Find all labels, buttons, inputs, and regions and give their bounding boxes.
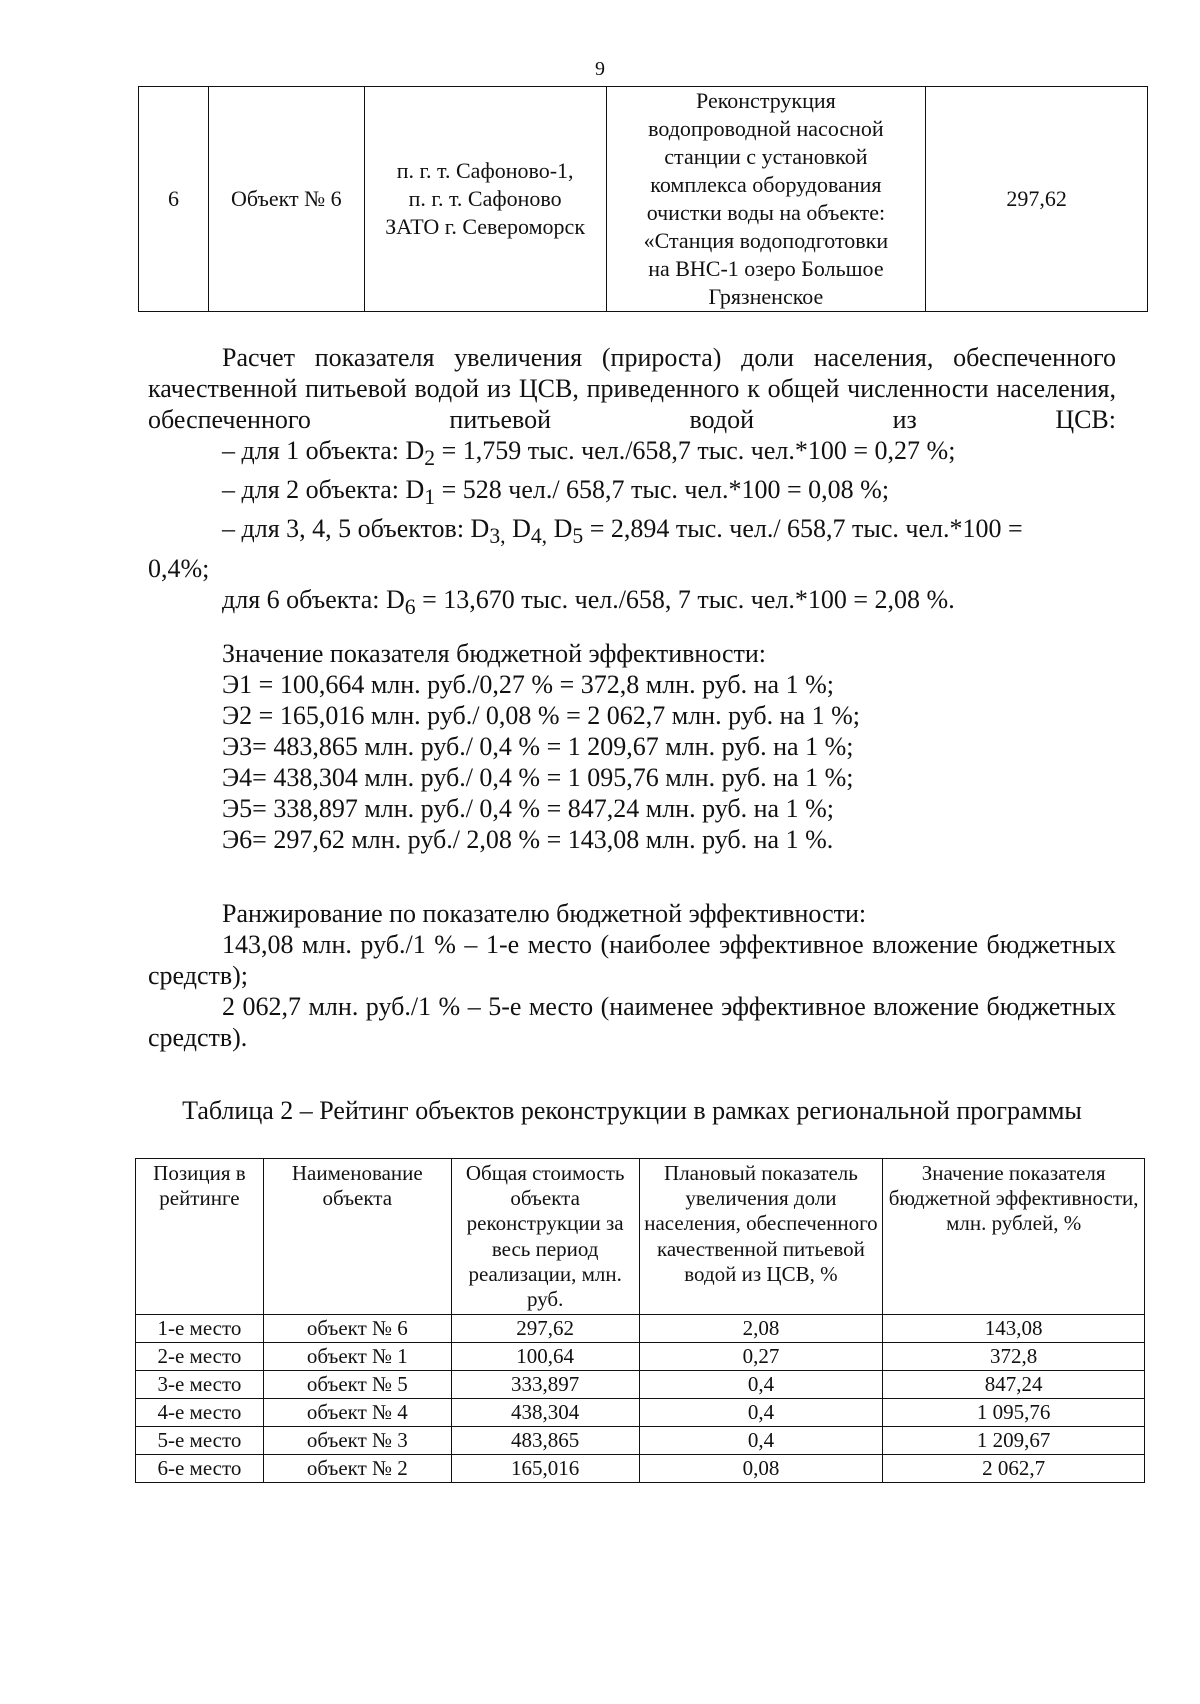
planned-cell: 0,4 bbox=[639, 1371, 883, 1399]
header-total-cost: Общая стоимость объекта реконструкции за весь период реализации, млн. руб. bbox=[451, 1159, 639, 1315]
calc-line-object-2: – для 2 объекта: $D_1 = 528$ чел./ 658,7 тыс. чел.*100 = 0,08 %; bbox=[222, 475, 890, 510]
planned-cell: 2,08 bbox=[639, 1315, 883, 1343]
calc-line-objects-3-4-5: – для 3, 4, 5 объектов: $D_{3,}$ $D_{4,}$ $D_5 = 2,894$ тыс. чел./ 658,7 тыс. чел.*100 = bbox=[222, 514, 1023, 549]
cost-cell: 297,62 bbox=[451, 1315, 639, 1343]
position-cell: 6-е место bbox=[136, 1455, 264, 1483]
table-row bbox=[139, 87, 1148, 312]
object-name-cell: объект № 3 bbox=[263, 1427, 451, 1455]
ranking-best: 143,08 млн. руб./1 % – 1-е место (наиболее эффективное вложение бюджетных средств); bbox=[148, 930, 1116, 990]
location-line: п. г. т. Сафоново-1, bbox=[396, 158, 574, 184]
table-2-caption: Таблица 2 – Рейтинг объектов реконструкции в рамках региональной программы bbox=[182, 1096, 1082, 1125]
description-line: на ВНС-1 озеро Большое bbox=[648, 255, 884, 281]
planned-cell: 0,27 bbox=[639, 1343, 883, 1371]
object-name-cell: объект № 6 bbox=[263, 1315, 451, 1343]
calculation-intro: Расчет показателя увеличения (прироста) доли населения, обеспеченного качественной питьевой водой из ЦСВ, приведенного к общей численности населения, обеспеченного питьевой водой из ЦСВ: bbox=[148, 343, 1116, 434]
description-line: комплекса оборудования bbox=[650, 172, 882, 198]
object-cost-cell: 297,62 bbox=[926, 87, 1148, 312]
rating-table bbox=[135, 1158, 1145, 1483]
table-row bbox=[136, 1427, 1145, 1455]
page-number: 9 bbox=[595, 58, 605, 80]
position-cell: 3-е место bbox=[136, 1371, 264, 1399]
object-number-cell: 6 bbox=[139, 87, 209, 312]
description-line: «Станция водоподготовки bbox=[643, 227, 889, 253]
efficiency-section bbox=[148, 638, 1116, 855]
table-row bbox=[136, 1399, 1145, 1427]
efficiency-title: Значение показателя бюджетной эффективности: bbox=[222, 639, 767, 668]
efficiency-line: Э3= 483,865 млн. руб./ 0,4 % = 1 209,67 млн. руб. на 1 %; bbox=[222, 732, 854, 761]
efficiency-cell: 1 209,67 bbox=[883, 1427, 1145, 1455]
description-line: Реконструкция bbox=[696, 88, 836, 114]
cost-cell: 165,016 bbox=[451, 1455, 639, 1483]
efficiency-line: Э2 = 165,016 млн. руб./ 0,08 % = 2 062,7 млн. руб. на 1 %; bbox=[222, 701, 860, 730]
calculation-section bbox=[148, 342, 1116, 623]
cost-cell: 438,304 bbox=[451, 1399, 639, 1427]
efficiency-cell: 2 062,7 bbox=[883, 1455, 1145, 1483]
efficiency-line: Э6= 297,62 млн. руб./ 2,08 % = 143,08 млн. руб. на 1 %. bbox=[222, 825, 834, 854]
header-planned-indicator: Плановый показатель увеличения доли населения, обеспеченного качественной питьевой водой из ЦСВ, % bbox=[639, 1159, 883, 1315]
table-row bbox=[136, 1315, 1145, 1343]
object-name-cell: объект № 2 bbox=[263, 1455, 451, 1483]
header-position: Позиция в рейтинге bbox=[136, 1159, 264, 1315]
cost-cell: 100,64 bbox=[451, 1343, 639, 1371]
efficiency-cell: 143,08 bbox=[883, 1315, 1145, 1343]
calc-line-object-6: для 6 объекта: $D_6 = 13,670$ тыс. чел./658, 7 тыс. чел.*100 = 2,08 %. bbox=[222, 584, 955, 619]
object-location-cell bbox=[364, 87, 606, 312]
location-line: п. г. т. Сафоново bbox=[408, 186, 562, 212]
position-cell: 2-е место bbox=[136, 1343, 264, 1371]
object-name-cell: объект № 5 bbox=[263, 1371, 451, 1399]
location-line: ЗАТО г. Североморск bbox=[385, 213, 586, 239]
cost-cell: 333,897 bbox=[451, 1371, 639, 1399]
calc-line-object-1: – для 1 объекта: $D_2 = 1,759$ тыс. чел./658,7 тыс. чел.*100 = 0,27 %; bbox=[222, 436, 956, 471]
planned-cell: 0,08 bbox=[639, 1455, 883, 1483]
object-name-cell: объект № 1 bbox=[263, 1343, 451, 1371]
table-row bbox=[136, 1455, 1145, 1483]
ranking-worst: 2 062,7 млн. руб./1 % – 5-е место (наименее эффективное вложение бюджетных средств). bbox=[148, 992, 1116, 1052]
description-line: очистки воды на объекте: bbox=[646, 200, 886, 225]
header-object-name: Наименование объекта bbox=[263, 1159, 451, 1315]
efficiency-line: Э4= 438,304 млн. руб./ 0,4 % = 1 095,76 млн. руб. на 1 %; bbox=[222, 763, 854, 792]
position-cell: 5-е место bbox=[136, 1427, 264, 1455]
header-efficiency: Значение показателя бюджетной эффективности, млн. рублей, % bbox=[883, 1159, 1145, 1315]
ranking-section bbox=[148, 898, 1116, 1053]
objects-table-continuation bbox=[138, 86, 1148, 312]
efficiency-cell: 372,8 bbox=[883, 1343, 1145, 1371]
ranking-title: Ранжирование по показателю бюджетной эффективности: bbox=[222, 899, 867, 928]
planned-cell: 0,4 bbox=[639, 1427, 883, 1455]
table-header-row bbox=[136, 1159, 1145, 1315]
object-name-cell: Объект № 6 bbox=[208, 87, 364, 312]
efficiency-cell: 1 095,76 bbox=[883, 1399, 1145, 1427]
table-row bbox=[136, 1343, 1145, 1371]
description-line: водопроводной насосной bbox=[648, 116, 884, 142]
efficiency-line: Э1 = 100,664 млн. руб./0,27 % = 372,8 млн. руб. на 1 %; bbox=[222, 670, 834, 699]
efficiency-line: Э5= 338,897 млн. руб./ 0,4 % = 847,24 млн. руб. на 1 %; bbox=[222, 794, 834, 823]
table-row bbox=[136, 1371, 1145, 1399]
position-cell: 1-е место bbox=[136, 1315, 264, 1343]
object-description-cell bbox=[606, 87, 926, 312]
description-line: станции с установкой bbox=[664, 144, 868, 170]
description-line: Грязненское bbox=[708, 283, 824, 309]
object-name-cell: объект № 4 bbox=[263, 1399, 451, 1427]
position-cell: 4-е место bbox=[136, 1399, 264, 1427]
planned-cell: 0,4 bbox=[639, 1399, 883, 1427]
calc-line-objects-3-4-5-result: 0,4%; bbox=[148, 553, 210, 583]
cost-cell: 483,865 bbox=[451, 1427, 639, 1455]
efficiency-cell: 847,24 bbox=[883, 1371, 1145, 1399]
